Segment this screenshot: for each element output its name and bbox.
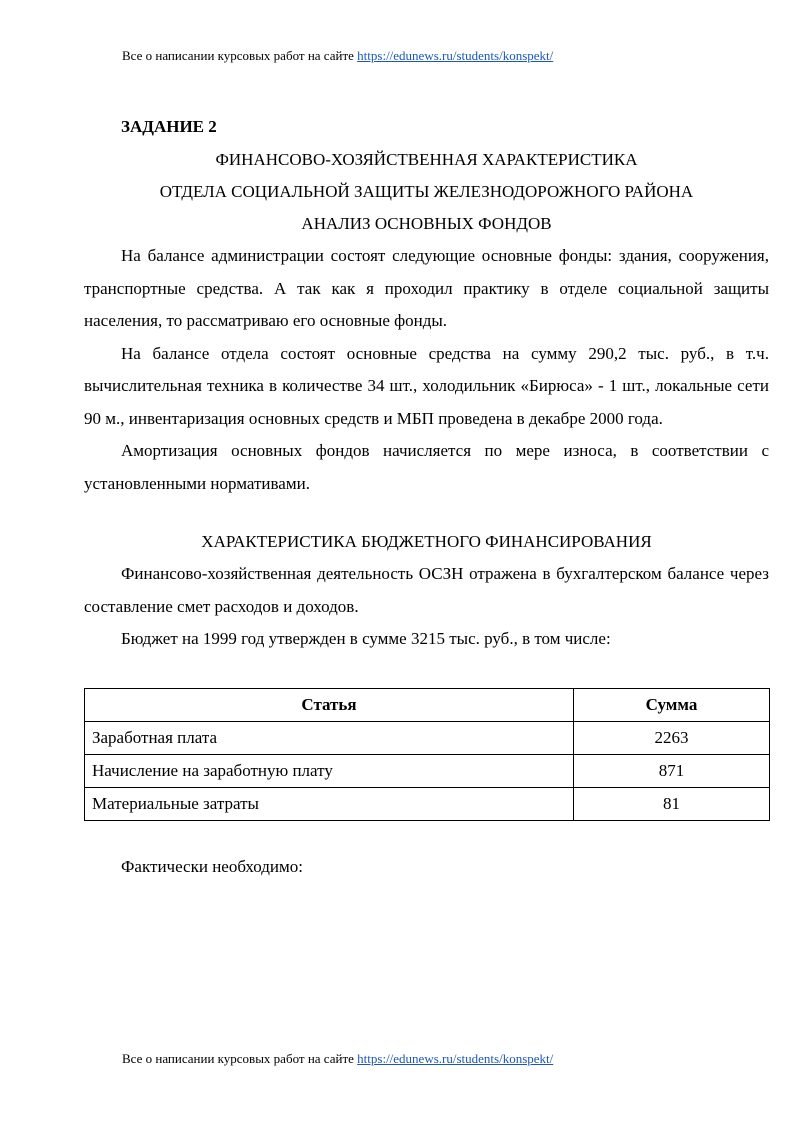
table-cell: Заработная плата: [85, 721, 574, 754]
header-link[interactable]: https://edunews.ru/students/konspekt/: [357, 48, 554, 63]
document-body: [84, 110, 769, 900]
paragraph: Бюджет на 1999 год утвержден в сумме 3215 тыс. руб., в том числе:: [121, 629, 611, 648]
paragraph: Амортизация основных фондов начисляется по мере износа, в соответствии с установленными нормативами.: [84, 441, 769, 493]
table-row: [85, 754, 770, 787]
paragraph: Фактически необходимо:: [121, 856, 303, 876]
table-cell: 81: [574, 787, 770, 820]
table-cell: Материальные затраты: [85, 787, 574, 820]
section-title: ХАРАКТЕРИСТИКА БЮДЖЕТНОГО ФИНАНСИРОВАНИЯ: [201, 532, 652, 551]
heading-line-3: АНАЛИЗ ОСНОВНЫХ ФОНДОВ: [301, 214, 552, 233]
footer-text: Все о написании курсовых работ на сайте: [122, 1051, 358, 1066]
page-header: [122, 48, 553, 64]
table-cell: 2263: [574, 721, 770, 754]
page-footer: [122, 1051, 553, 1067]
header-text: Все о написании курсовых работ на сайте: [122, 48, 358, 63]
table-header-cell: Сумма: [574, 688, 770, 721]
spacer: [84, 500, 769, 526]
table-row: [85, 787, 770, 820]
budget-table: [84, 688, 770, 821]
paragraph: На балансе отдела состоят основные средства на сумму 290,2 тыс. руб., в т.ч. вычислительная техника в количестве 34 шт., холодильник «Бирюса» - 1 шт., локальные сети 90 м., инвентаризация основных средств и МБП проведена в декабре 2000 года.: [84, 343, 769, 428]
paragraph: Финансово-хозяйственная деятельность ОСЗН отражена в бухгалтерском балансе через составление смет расходов и доходов.: [84, 564, 769, 616]
heading-line-1: ФИНАНСОВО-ХОЗЯЙСТВЕННАЯ ХАРАКТЕРИСТИКА: [215, 150, 638, 169]
table-cell: Начисление на заработную плату: [85, 754, 574, 787]
table-cell: 871: [574, 754, 770, 787]
table-header-cell: Статья: [85, 688, 574, 721]
table-row: [85, 721, 770, 754]
footer-link[interactable]: https://edunews.ru/students/konspekt/: [357, 1051, 554, 1066]
paragraph: На балансе администрации состоят следующие основные фонды: здания, сооружения, транспортные средства. А так как я проходил практику в отделе социальной защиты населения, то рассматриваю его основные фонды.: [84, 246, 769, 330]
heading-line-2: ОТДЕЛА СОЦИАЛЬНОЙ ЗАЩИТЫ ЖЕЛЕЗНОДОРОЖНОГО РАЙОНА: [159, 182, 694, 201]
table-header-row: [85, 688, 770, 721]
task-title: ЗАДАНИЕ 2: [121, 117, 217, 136]
